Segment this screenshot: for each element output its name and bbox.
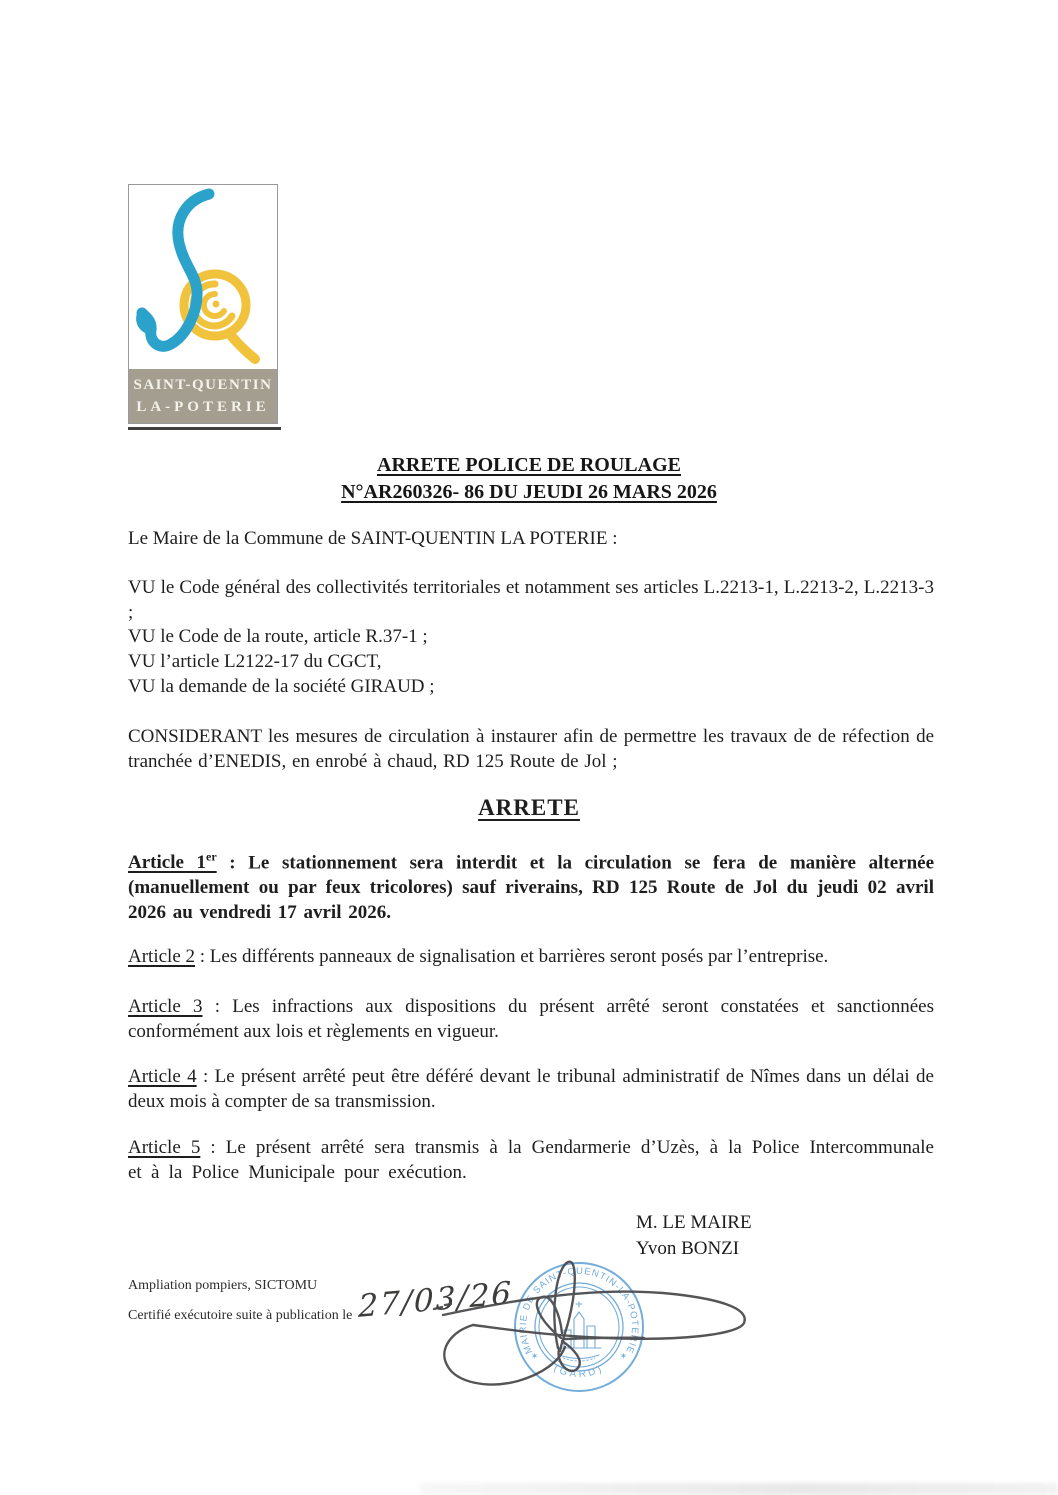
title-line1: ARRETE POLICE DE ROULAGE	[377, 454, 681, 476]
article-1	[128, 845, 934, 925]
stamp-star-icon: ✶	[530, 1351, 539, 1361]
article-2-body: : Les différents panneaux de signalisation et barrières seront posés par l’entreprise.	[195, 946, 829, 967]
article-5-label: Article 5	[128, 1137, 201, 1158]
stamp-star-icon: ✶	[619, 1351, 628, 1361]
article-3-label: Article 3	[128, 996, 203, 1017]
vu-item-2: VU le Code de la route, article R.37-1 ;	[128, 626, 428, 648]
title-line2: N°AR260326- 86 DU JEUDI 26 MARS 2026	[341, 481, 717, 503]
sq-monogram-icon	[129, 185, 277, 369]
vu-item-1: VU le Code général des collectivités territoriales et notamment ses articles L.2213-1, L.2213-2, L.2213-3 ;	[128, 577, 934, 623]
vu-item-3: VU l’article L2122-17 du CGCT,	[128, 651, 382, 673]
article-4-body: : Le présent arrêté peut être déféré devant le tribunal administratif de Nîmes dans un délai de deux mois à compter de sa transmission.	[128, 1066, 934, 1112]
vu-block	[128, 576, 934, 700]
article-4-label: Article 4	[128, 1066, 197, 1087]
article-3-body: : Les infractions aux dispositions du présent arrêté seront constatées et sanctionnées conformément aux lois et règlements en vigueur.	[128, 996, 934, 1042]
logo-text-line1: SAINT-QUENTIN	[133, 377, 273, 393]
signatory-title: M. LE MAIRE	[636, 1212, 752, 1233]
handwritten-date: 27/03/26	[357, 1275, 514, 1325]
mayor-signature-icon	[428, 1253, 758, 1398]
article-4	[128, 1065, 934, 1114]
logo-frame	[128, 184, 278, 424]
arrete-heading	[0, 795, 1058, 821]
arrete-heading-text: ARRETE	[478, 795, 580, 820]
scan-artifact	[420, 1483, 1058, 1495]
intro-line: Le Maire de la Commune de SAINT-QUENTIN LA POTERIE :	[128, 528, 618, 549]
logo-text-line2: LA-POTERIE	[136, 399, 270, 415]
article-2	[128, 945, 934, 970]
signatory-name: Yvon BONZI	[636, 1238, 740, 1259]
stamp-bottom-text: (GARD)	[551, 1362, 607, 1381]
logo-band	[129, 369, 277, 423]
considerant-paragraph: CONSIDERANT les mesures de circulation à instaurer afin de permettre les travaux de de réfection de tranchée d’ENEDIS, en enrobé à chaud, RD 125 Route de Jol ;	[128, 726, 934, 772]
vu-item-4: VU la demande de la société GIRAUD ;	[128, 675, 435, 697]
document-title	[0, 452, 1058, 506]
stamp-ring-text: MAIRIE DE SAINT-QUENTIN-LA-POTERIE	[517, 1265, 641, 1356]
article-5	[128, 1136, 934, 1185]
article-3	[128, 995, 934, 1044]
ampliation-note: Ampliation pompiers, SICTOMU	[128, 1278, 318, 1293]
article-2-label: Article 2	[128, 946, 196, 967]
sq-monogram-svg	[129, 185, 277, 369]
article-5-body: : Le présent arrêté sera transmis à la Gendarmerie d’Uzès, à la Police Intercommunale et à la Police Municipale pour exécution.	[128, 1137, 934, 1183]
article-1-body: : Le stationnement sera interdit et la circulation se fera de manière alternée (manuellement ou par feux tricolores) sauf riverains, RD 125 Route de Jol du jeudi 02 avril 2026 au vendredi 17 avril 2026.	[128, 852, 934, 923]
article-1-label: Article 1er	[128, 850, 217, 874]
commune-logo	[128, 184, 280, 430]
certification-note: Certifié exécutoire suite à publication le	[128, 1308, 353, 1323]
logo-underline	[128, 427, 281, 430]
